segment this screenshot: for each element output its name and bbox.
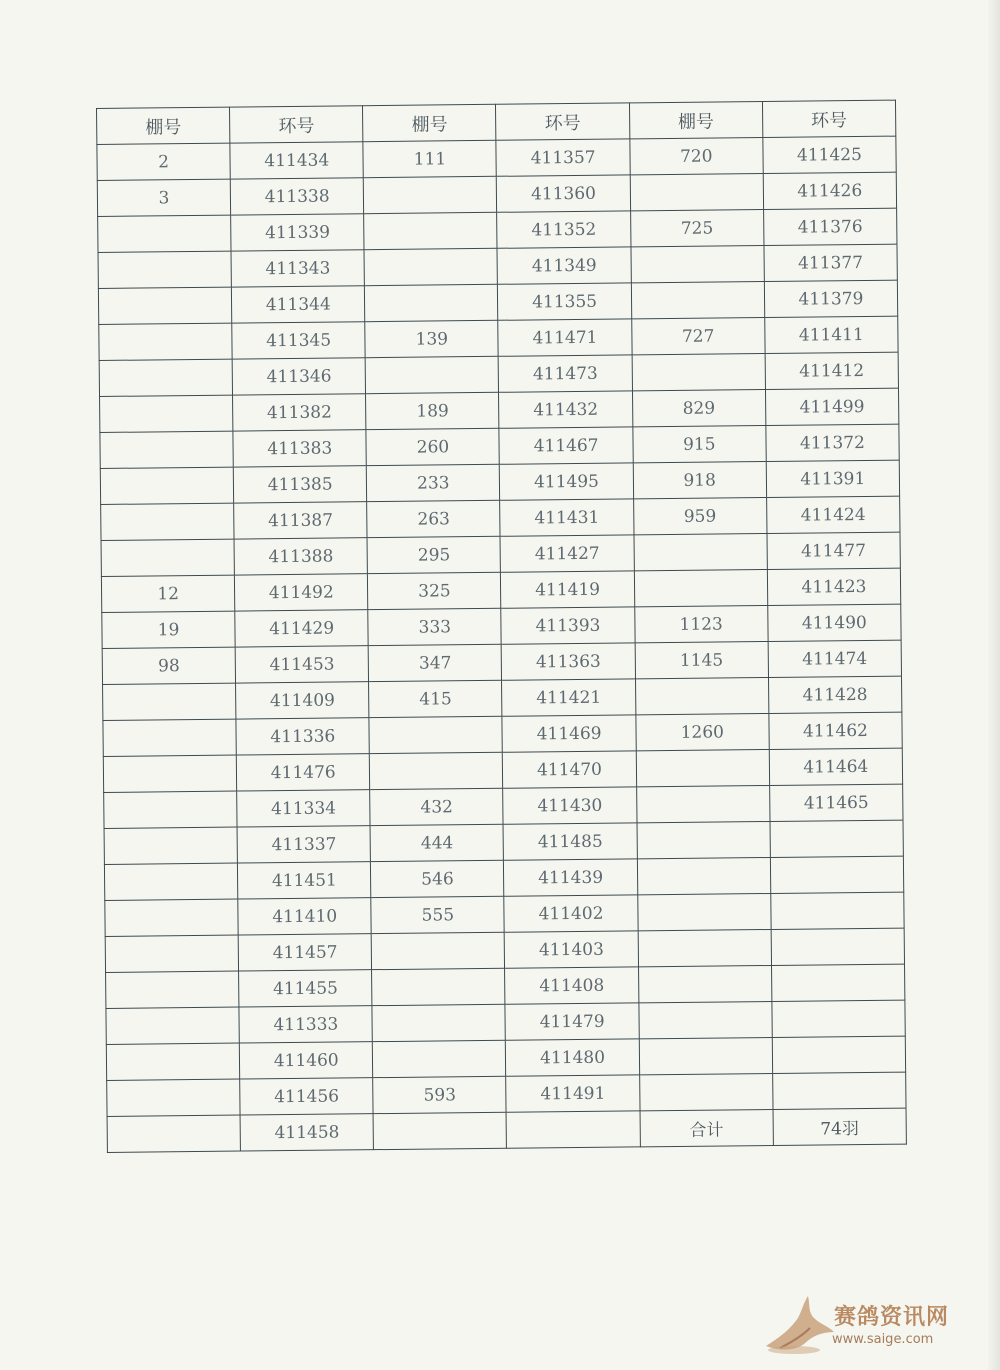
table-cell: 411388: [234, 538, 368, 575]
table-cell: 233: [367, 464, 501, 501]
table-cell: 189: [366, 392, 500, 429]
table-cell: [100, 395, 234, 432]
table-cell: [372, 968, 506, 1005]
table-cell: 411387: [234, 502, 368, 539]
table-cell: 411346: [232, 358, 366, 395]
loft-ring-table: [96, 100, 907, 1153]
table-cell: 411431: [500, 499, 634, 536]
table-cell: 19: [102, 611, 236, 648]
table-cell: [637, 893, 771, 930]
table-cell: 411495: [500, 463, 634, 500]
table-cell: 411465: [769, 784, 903, 821]
page-edge: [988, 0, 1000, 1370]
table-cell: [107, 1115, 241, 1152]
table-cell: 555: [371, 896, 505, 933]
table-cell: 546: [371, 860, 505, 897]
table-cell: 325: [368, 572, 502, 609]
table-cell: 347: [368, 644, 502, 681]
table-cell: 411491: [506, 1075, 640, 1112]
table-cell: [101, 503, 235, 540]
table-cell: 411457: [238, 934, 372, 971]
table-cell: 411428: [768, 676, 902, 713]
table-cell: [105, 899, 239, 936]
table-cell: 411471: [498, 319, 632, 356]
table-cell: [99, 359, 233, 396]
table-cell: 411474: [768, 640, 902, 677]
table-cell: [631, 246, 765, 283]
table-cell: 411453: [235, 646, 369, 683]
table-cell: [364, 248, 498, 285]
table-cell: 411412: [765, 352, 899, 389]
table-cell: 411383: [233, 430, 367, 467]
table-cell: 411464: [769, 748, 903, 785]
table-cell: 111: [363, 140, 497, 177]
table-cell: 411477: [767, 532, 901, 569]
table-cell: 1123: [634, 605, 768, 642]
table-cell: [104, 827, 238, 864]
table-cell: [103, 755, 237, 792]
table-cell: [371, 932, 505, 969]
table-cell: 411403: [505, 931, 639, 968]
table-cell: [635, 677, 769, 714]
table-cell: 411479: [505, 1003, 639, 1040]
table-cell: 411499: [765, 388, 899, 425]
table-cell: 411467: [499, 427, 633, 464]
table-cell: 411336: [236, 718, 370, 755]
table-cell: 411423: [767, 568, 901, 605]
table-cell: 829: [632, 390, 766, 427]
pigeon-logo-icon: [758, 1288, 838, 1358]
table-cell: [771, 892, 905, 929]
table-cell: 411470: [503, 751, 637, 788]
table-cell: [770, 820, 904, 857]
table-cell: 411345: [232, 322, 366, 359]
table-cell: 411334: [237, 790, 371, 827]
table-cell: 2: [97, 143, 231, 180]
table-cell: [636, 785, 770, 822]
table-cell: 411490: [768, 604, 902, 641]
table-cell: 411455: [239, 970, 373, 1007]
table-cell: [106, 971, 240, 1008]
table-cell: 411460: [239, 1042, 373, 1079]
table-cell: [106, 1007, 240, 1044]
table-cell: [104, 791, 238, 828]
table-cell: 411338: [230, 178, 364, 215]
table-cell: 411333: [239, 1006, 373, 1043]
total-value: 74羽: [773, 1108, 907, 1145]
table-cell: 411473: [499, 355, 633, 392]
table-cell: 725: [630, 210, 764, 247]
table-cell: 411419: [501, 571, 635, 608]
table-cell: 593: [373, 1076, 507, 1113]
total-row: [107, 1108, 906, 1152]
table-cell: [365, 284, 499, 321]
table-cell: 411355: [498, 283, 632, 320]
table-cell: 411425: [763, 136, 897, 173]
table-cell: 432: [370, 788, 504, 825]
table-cell: [373, 1040, 507, 1077]
table-cell: 411434: [230, 142, 364, 179]
table-cell: [639, 1001, 773, 1038]
table-cell: [772, 1036, 906, 1073]
table-cell: 411337: [237, 826, 371, 863]
header-loft-1: 棚号: [97, 107, 231, 144]
table-cell: [105, 935, 239, 972]
table-cell: 411432: [499, 391, 633, 428]
header-ring-1: 环号: [230, 106, 364, 143]
table-cell: [771, 964, 905, 1001]
table-cell: [372, 1004, 506, 1041]
table-cell: [770, 856, 904, 893]
table-cell: 260: [366, 428, 500, 465]
table-cell: [639, 1037, 773, 1074]
table-cell: 98: [102, 647, 236, 684]
table-cell: 411430: [503, 787, 637, 824]
table-cell: 411372: [766, 424, 900, 461]
table-cell: [373, 1112, 507, 1149]
table-cell: 411376: [763, 208, 897, 245]
table-cell: 139: [365, 320, 499, 357]
table-cell: [103, 719, 237, 756]
table-cell: [637, 857, 771, 894]
table-cell: [772, 1000, 906, 1037]
table-cell: 263: [367, 500, 501, 537]
table-body: [97, 136, 906, 1116]
table-cell: 411426: [763, 172, 897, 209]
table-cell: 1260: [636, 713, 770, 750]
table-cell: 411343: [231, 250, 365, 287]
table-cell: 411385: [233, 466, 367, 503]
table-cell: [507, 1111, 641, 1148]
table-cell: [772, 1072, 906, 1109]
table-cell: 411339: [231, 214, 365, 251]
table-cell: 411409: [236, 682, 370, 719]
table-cell: 411382: [233, 394, 367, 431]
table-cell: [771, 928, 905, 965]
table-cell: [106, 1043, 240, 1080]
table-cell: [632, 354, 766, 391]
table-cell: [637, 821, 771, 858]
table-cell: 411357: [496, 139, 630, 176]
table-cell: 411458: [240, 1114, 374, 1151]
table-cell: [103, 683, 237, 720]
table-cell: 727: [631, 318, 765, 355]
table-cell: 411349: [497, 247, 631, 284]
table-cell: 411429: [235, 610, 369, 647]
table-cell: 411379: [764, 280, 898, 317]
table-cell: [370, 752, 504, 789]
table-cell: [630, 174, 764, 211]
table-cell: [98, 215, 232, 252]
table-cell: 411402: [504, 895, 638, 932]
table-cell: 915: [632, 426, 766, 463]
table-cell: 411469: [502, 715, 636, 752]
header-loft-2: 棚号: [363, 104, 497, 141]
table-cell: 411427: [500, 535, 634, 572]
table-cell: 411480: [506, 1039, 640, 1076]
watermark-url: www.saige.com: [832, 1332, 934, 1347]
table-cell: 1145: [635, 641, 769, 678]
table-cell: 333: [368, 608, 502, 645]
table-cell: 411421: [502, 679, 636, 716]
table-cell: 959: [633, 498, 767, 535]
table-cell: 411492: [235, 574, 369, 611]
table-cell: 411456: [240, 1078, 374, 1115]
table-cell: 295: [367, 536, 501, 573]
table-cell: 411439: [504, 859, 638, 896]
table-cell: [638, 929, 772, 966]
table-cell: [100, 467, 234, 504]
table-cell: [634, 569, 768, 606]
header-ring-3: 环号: [762, 100, 896, 137]
total-label: 合计: [640, 1109, 774, 1146]
table-cell: 411411: [765, 316, 899, 353]
table-cell: 411344: [232, 286, 366, 323]
table-cell: 918: [633, 462, 767, 499]
table-cell: 411352: [497, 211, 631, 248]
table-cell: [631, 282, 765, 319]
table-cell: 411451: [238, 862, 372, 899]
table-cell: 411476: [236, 754, 370, 791]
ring-number-sheet: [96, 100, 907, 1153]
table-cell: 12: [101, 575, 235, 612]
site-watermark: [758, 1288, 968, 1358]
table-cell: [365, 356, 499, 393]
table-cell: [100, 431, 234, 468]
table-cell: [364, 212, 498, 249]
table-cell: 444: [370, 824, 504, 861]
table-cell: 411391: [766, 460, 900, 497]
table-cell: [369, 716, 503, 753]
table-cell: 411377: [764, 244, 898, 281]
table-cell: [98, 287, 232, 324]
table-cell: 720: [629, 138, 763, 175]
table-cell: 411424: [766, 496, 900, 533]
header-loft-3: 棚号: [629, 102, 763, 139]
table-cell: [638, 965, 772, 1002]
table-cell: 411363: [502, 643, 636, 680]
table-cell: [104, 863, 238, 900]
table-cell: [98, 251, 232, 288]
table-cell: 411462: [769, 712, 903, 749]
table-cell: 411393: [501, 607, 635, 644]
table-cell: [101, 539, 235, 576]
watermark-site-name: 赛鸽资讯网: [834, 1305, 950, 1330]
header-ring-2: 环号: [496, 103, 630, 140]
table-cell: 3: [97, 179, 231, 216]
table-cell: 411408: [505, 967, 639, 1004]
table-cell: 415: [369, 680, 503, 717]
table-cell: [639, 1073, 773, 1110]
table-cell: 411410: [238, 898, 372, 935]
table-cell: 411485: [503, 823, 637, 860]
table-cell: [364, 176, 498, 213]
table-cell: [99, 323, 233, 360]
table-cell: 411360: [497, 175, 631, 212]
table-cell: [636, 749, 770, 786]
table-cell: [634, 533, 768, 570]
table-cell: [107, 1079, 241, 1116]
